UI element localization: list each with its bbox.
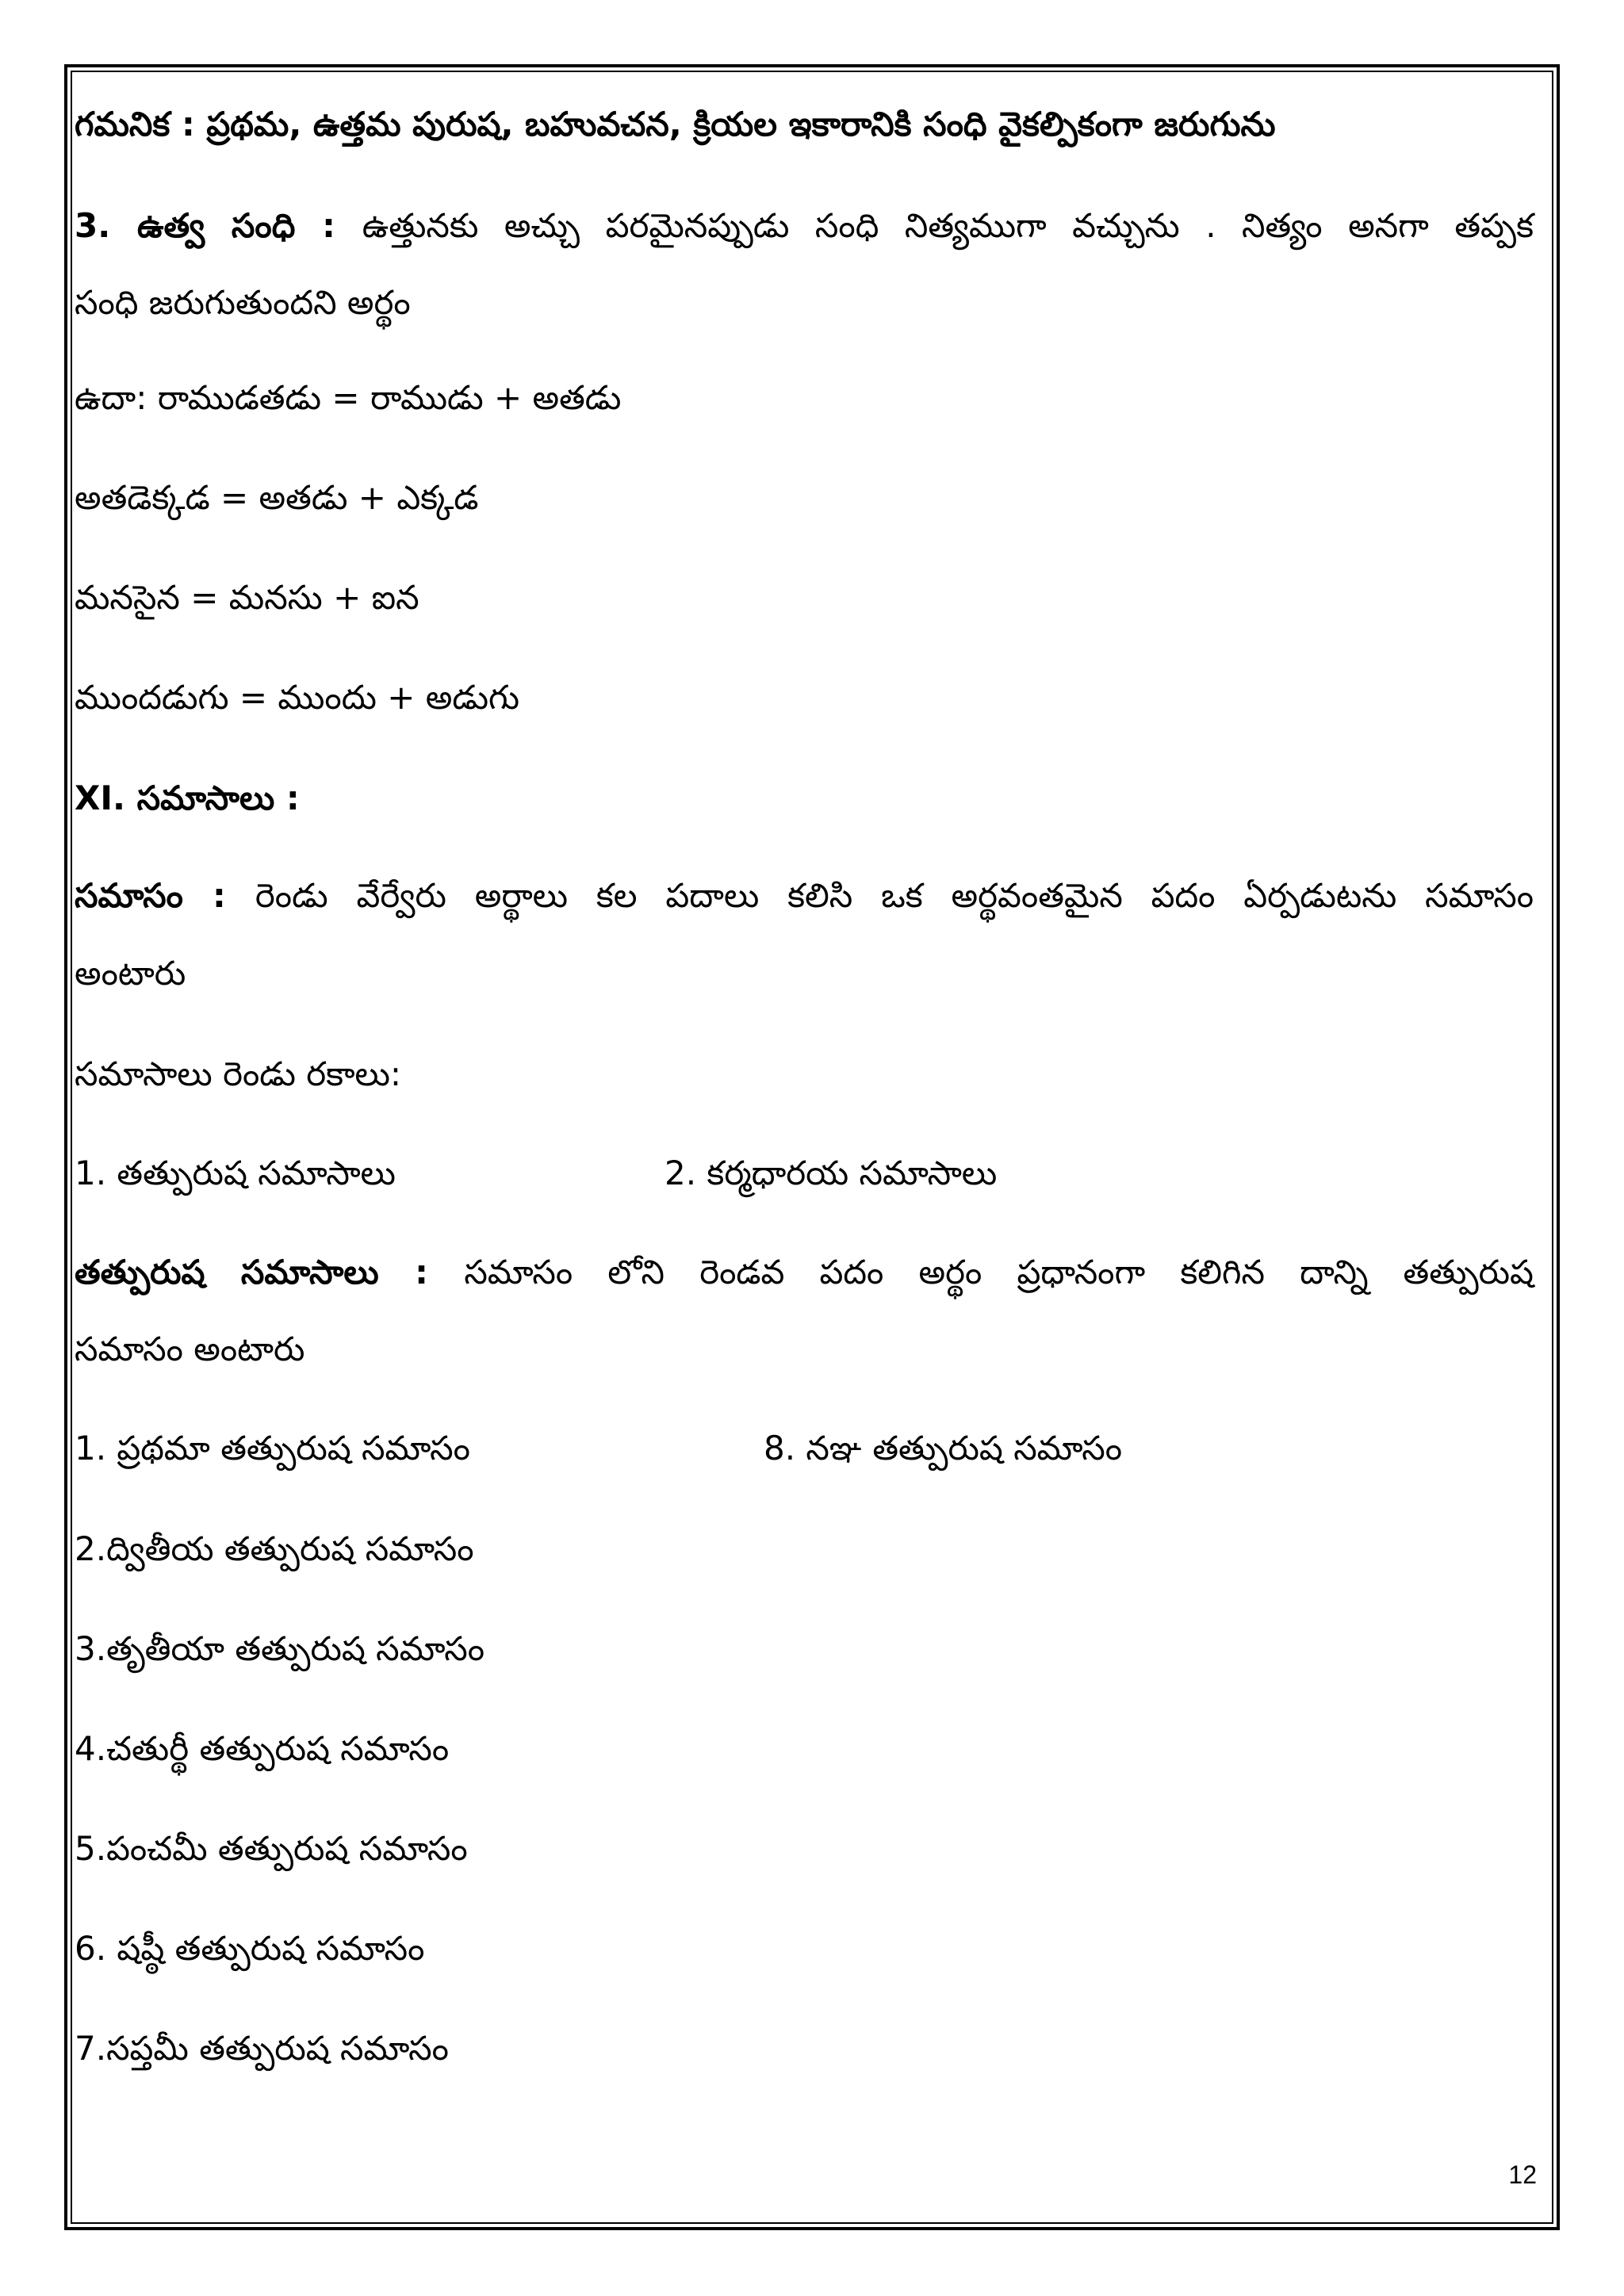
note-text: ప్రథమ, ఉత్తమ పురుష, బహువచన, క్రియల ఇకారానికి సంధి వైకల్పికంగా జరుగును — [206, 105, 1276, 144]
samasam-definition-text-2: అంటారు — [75, 954, 186, 993]
samasalu-heading: XI. సమాసాలు : — [75, 779, 300, 817]
utva-sandhi-text-1: ఉత్తునకు అచ్చు పరమైనప్పుడు సంధి నిత్యముగా వచ్చును . నిత్యం అనగా తప్పక — [362, 206, 1534, 245]
tatpurusha-item-5: 5.పంచమీ తత్పురుష సమాసం — [75, 1829, 468, 1868]
samasam-definition-line1 — [75, 876, 1534, 916]
tatpurusha-item-1: 1. ప్రథమా తత్పురుష సమాసం — [75, 1429, 470, 1468]
note-separator: : — [170, 105, 207, 144]
note-line — [75, 105, 1276, 144]
tatpurusha-definition-text-1: సమాసం లోని రెండవ పదం అర్థం ప్రధానంగా కలిగిన దాన్ని తత్పురుష — [464, 1253, 1534, 1292]
tatpurusha-item-6: 6. షష్ఠీ తత్పురుష సమాసం — [75, 1929, 425, 1968]
samasalu-type-1: 1. తత్పురుష సమాసాలు — [75, 1154, 396, 1192]
tatpurusha-item-8: 8. నఞ తత్పురుష సమాసం — [764, 1429, 1123, 1468]
utva-sandhi-separator: : — [295, 206, 362, 245]
samasam-definition-text-1: రెండు వేర్వేరు అర్థాలు కల పదాలు కలిసి ఒక అర్థవంతమైన పదం ఏర్పడుటను సమాసం — [255, 876, 1534, 915]
note-label: గమనిక — [75, 105, 170, 144]
tatpurusha-item-7: 7.సప్తమీ తత్పురుష సమాసం — [75, 2029, 449, 2068]
example-4: ముందడుగు = ముందు + అడుగు — [75, 678, 520, 717]
tatpurusha-definition-text-2: సమాసం అంటారు — [75, 1330, 305, 1368]
utva-sandhi-text-2: సంధి జరుగుతుందని అర్థం — [75, 283, 411, 322]
tatpurusha-definition-line1 — [75, 1253, 1534, 1292]
tatpurusha-item-4: 4.చతుర్థీ తత్పురుష సమాసం — [75, 1729, 450, 1768]
samasalu-types-intro: సమాసాలు రెండు రకాలు: — [75, 1054, 402, 1093]
example-1: ఉదా: రాముడతడు = రాముడు + అతడు — [75, 378, 622, 417]
samasalu-type-2: 2. కర్మధారయ సమాసాలు — [665, 1154, 998, 1192]
samasam-label: సమాసం — [75, 876, 183, 915]
utva-sandhi-heading: 3. ఉత్వ సంధి — [75, 206, 296, 245]
tatpurusha-item-2: 2.ద్వితీయ తత్పురుష సమాసం — [75, 1529, 474, 1568]
page-number: 12 — [1508, 2160, 1537, 2189]
samasam-separator: : — [182, 876, 255, 915]
tatpurusha-label: తత్పురుష సమాసాలు — [75, 1253, 379, 1292]
example-2: అతడెక్కడ = అతడు + ఎక్కడ — [75, 478, 479, 517]
tatpurusha-item-3: 3.తృతీయా తత్పురుష సమాసం — [75, 1629, 485, 1668]
example-3: మనసైన = మనసు + ఐన — [75, 578, 419, 617]
utva-sandhi-line1 — [75, 206, 1534, 246]
tatpurusha-separator: : — [378, 1253, 465, 1292]
